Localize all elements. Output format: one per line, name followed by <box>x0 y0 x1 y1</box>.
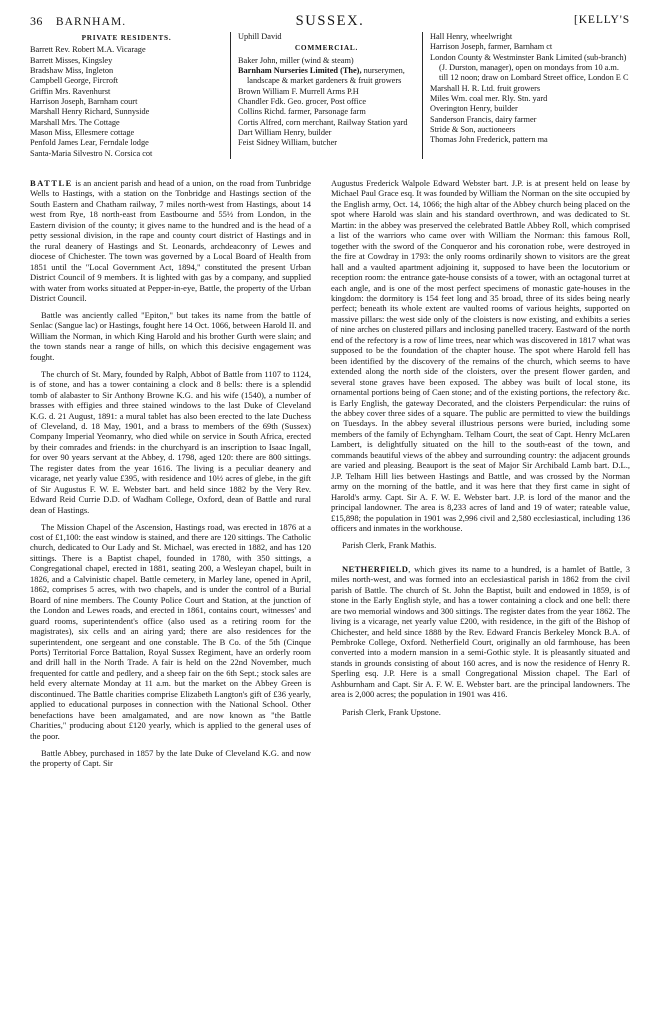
article-body <box>30 178 630 768</box>
page-folio-number: 36 <box>30 14 43 28</box>
directory-column-private-residents <box>30 32 230 159</box>
battle-paragraph-4: The Mission Chapel of the Ascension, Hastings road, was erected in 1876 at a cost of £1,100: the east window is stained, and there are 120 sittings. The Catholic church, dedicated to Our Lady and St. Michael, was erected in 1882, and has 120 sittings. There is a Baptist chapel, founded in 1780, with 350 sittings, a Congregational chapel, erected in 1881, seating 200, a Wesleyan chapel, built in 1826, and a Calvinistic chapel. Battle cemetery, in Marley lane, opened in April, 1862, comprises 5 acres, with two chapels, and is under the control of a Burial Board of nine members. The County Police Court and Station, at the junction of the London and Lewes roads, and erected in 1861, contains court, witnesses' and guard rooms, superintendent's office (also used as a retiring room for the magistrates), six cells and an airing yard; there are also residences for the superintendent, one sergeant and one constable. The B Co. of the 5th (Cinque Ports) Territorial Force Battalion, Royal Sussex Regiment, have an orderly room and drill hall in the North Trade. A fair is held on the 22nd November, much frequented for cattle and pedlery, and a sheep fair on the 6th Sept.; stock sales are held every alternate Monday at 11 a.m. but the market on the Abbey Green is discontinued. The Battle charities comprise Elizabeth Langton's gift of £36 yearly, applied to educational purposes in connection with the National School. Other benefactions have been amalgamated, and are now known as "the Battle Charities," producing about £120 yearly, which is applied to the general uses of the poor. <box>30 521 311 741</box>
netherfield-lead-word: NETHERFIELD <box>342 563 409 574</box>
list-item: Uphill David <box>238 32 282 41</box>
list-item: Overington Henry, builder <box>430 104 518 114</box>
directory-listings <box>30 32 630 159</box>
private-residents-heading: PRIVATE RESIDENTS. <box>81 33 172 42</box>
running-head-place: BARNHAM. <box>55 16 127 28</box>
running-head-publisher: [KELLY'S <box>573 14 630 26</box>
list-item: Marshall H. R. Ltd. fruit growers <box>430 83 541 93</box>
battle-lead-word: BATTLE <box>30 178 73 188</box>
list-item: Feist Sidney William, butcher <box>238 138 338 148</box>
list-item: Brown William F. Murrell Arms P.H <box>238 86 359 96</box>
list-item: London County & Westminster Bank Limited (sub-branch) (J. Durston, manager), open on mondays from 10 a.m. till 12 noon; draw on Lombard Street office, London E C <box>430 52 629 83</box>
list-item: Collins Richd. farmer, Parsonage farm <box>238 107 366 117</box>
list-item: Harrison Joseph, farmer, Barnham ct <box>430 42 553 52</box>
list-item: Chandler Fdk. Geo. grocer, Post office <box>238 97 367 107</box>
list-item: Cortis Alfred, corn merchant, Railway Station yard <box>238 117 408 127</box>
list-item-name: Barnham Nurseries Limited (The), <box>238 66 362 76</box>
commercial-heading: COMMERCIAL. <box>294 43 359 53</box>
battle-paragraph-5: Battle Abbey, purchased in 1857 by the late Duke of Cleveland K.G. and now the property of Capt. Sir <box>30 747 311 769</box>
list-item-barnham-nurseries <box>238 66 415 87</box>
directory-column-commercial-continued <box>422 32 630 159</box>
list-item: Mason Miss, Ellesmere cottage <box>30 128 135 138</box>
list-item: Campbell George, Fircroft <box>30 76 119 86</box>
running-head <box>30 14 630 30</box>
netherfield-paragraph-1-text: , which gives its name to a hundred, is a hamlet of Battle, 3 miles north-west, and was formed into an ecclesiastical parish in 1862 from the civil parish of Battle. The church of St. John the Baptist, built and endowed in 1859, is of stone in the Early English style, and has a tower containing a clock and one bell: there are two memorial windows and 300 sittings. The register dates from the year 1862. The living is a vicarage, net yearly value £200, with residence, in the gift of the Bishop of Chichester, and held since 1888 by the Rev. Edward Francis Berkeley Monck B.A. of Pembroke College, Oxford. Netherfield Court, originally an old farmhouse, has been converted into a modern mansion in a semi-Gothic style. It is pleasantly situated and stands in grounds consisting of about 160 acres, and is now the residence of Henry R. Sperling esq. J.P. Here is a small Congregational Mission chapel. The Earl of Ashburnham and Capt. Sir A. F. W. E. Webster bart. are the principal landowners. The area is 2,000 acres; the population in 1901 was 416. <box>331 563 630 700</box>
running-head-county: SUSSEX. <box>295 13 365 29</box>
directory-column-commercial <box>230 32 422 159</box>
list-item: Santa-Maria Silvestro N. Corsica cot <box>30 148 153 158</box>
list-item: Baker John, miller (wind & steam) <box>238 55 354 65</box>
list-item: Marshall Mrs. The Cottage <box>30 117 120 127</box>
netherfield-paragraph-1 <box>331 564 630 700</box>
battle-paragraph-1-text: is an ancient parish and head of a union, on the road from Tunbridge Wells to Hastings, with a station on the Tonbridge and Hastings section of the South Eastern and Chatham railway, 7 miles north-west from Hastings, about 14 west from Rye, 18 north-east from Eastbourne and 55½ from London, in the Eastern division of the county; it gives name to the hundred and is the head of a petty sessional division, in the rape and county court district of Hastings and in the rural deanery of Hastings and St. Leonards, archdeaconry of Lewes and diocese of Chichester. The town was governed by a Local Board of Health from 1851 until the "Local Government Act, 1894," constituted the present Urban District Council of 9 members. It is lighted with gas by a company, and supplied with water from works situated at Pepper-in-eye, Battle, the property of the Urban District Council. <box>30 178 311 303</box>
battle-paragraph-2: Battle was anciently called "Epiton," but takes its name from the battle of Senlac (Sangue lac) or Hastings, fought here 14 Oct. 1066, between Harold II. and William the Norman, in which King Harold and his brother Gurth were slain; and the town stands near a range of hills, on which this decisive engagement was fought. <box>30 309 311 362</box>
list-item: Marshall Henry Richard, Sunnyside <box>30 107 150 117</box>
list-item: Dart William Henry, builder <box>238 128 332 138</box>
list-item: Penfold James Lear, Ferndale lodge <box>30 138 149 148</box>
list-item: Griffin Mrs. Ravenhurst <box>30 86 111 96</box>
list-item: Hall Henry, wheelwright <box>430 32 513 41</box>
article-column-right <box>320 178 630 768</box>
list-item: Sanderson Francis, dairy farmer <box>430 114 537 124</box>
list-item: Miles Wm. coal mer. Rly. Stn. yard <box>430 94 548 104</box>
list-item: Barrett Rev. Robert M.A. Vicarage <box>30 45 146 55</box>
list-item: Harrison Joseph, Barnham court <box>30 97 138 107</box>
list-item: Bradshaw Miss, Ingleton <box>30 66 114 76</box>
list-item: Barrett Misses, Kingsley <box>30 55 113 65</box>
parish-clerk-battle: Parish Clerk, Frank Mathis. <box>342 540 437 551</box>
list-item: Stride & Son, auctioneers <box>430 125 516 135</box>
battle-paragraph-1 <box>30 178 311 303</box>
list-item: Thomas John Frederick, pattern ma <box>430 135 548 145</box>
battle-paragraph-6: Augustus Frederick Walpole Edward Webster bart. J.P. is at present held on lease by Michael Paul Grace esq. It was founded by William the Norman on the site occupied by the English army, Oct. 14, 1066; the high altar of the Abbey church being placed on the spot where Harold was slain and his standard overthrown, and was dedicated to St. Martin: in the abbey was preserved the celebrated Battle Abbey Roll, which comprised a list of the warriors who came over with William the Norman: this famous Roll, together with the sword of the Conqueror and his coronation robe, were destroyed in the fire at Cowdray in 1793: the only rooms ordinarily shown to visitors are the great hall and a vaulted apartment adjoining it, supposed to have been the locutorium or reception room: the entrance gate-house consists of a tower, with an octagonal turret at each angle, and is one of the most perfect specimens of monastic gate-houses in the kingdom: the dormitory is 154 feet long and 35 broad, three of its sides being nearly perfect; beneath its whole extent are vaulted rooms of various heights, supported on massive pillars: the west side only of the cloisters is now existing, and exhibits a series of nine arches on clustered pillars and inclosing panelled tracery. Eastward of the north end of the refectory is a row of lime trees, near which was discovered in 1817 what was supposed to be the foundation of the chapter house. The spot where Harold fell has been identified by the discovery of the remains of the church, which seems to have extended along the north side of the cloisters, over the present flower garden, and several stone graves have been exposed. The abbey was built of local stone, its ornamental portions being of Caen stone; and of the existing portions, the refectory &c. is Early English, the gateway Decorated, and the cloisters Perpendicular: the ruins of the abbey cover three sides of a square. The public are permitted to view the buildings on Tuesdays. In the abbey several illustrious persons were buried, including some members of the family of Echyngham. Telham Court, the seat of Capt. Henry McLaren Lambert, is delightfully situated on the hill to the south-east of the town, and commands beautiful views of the abbey and surrounding country: the adjacent grounds are varied and pleasing. Beauport is the seat of Major Sir Archibald Lamb bart. D.L., J.P. Telham Hill lies between Hastings and Battle, and was crossed by the Norman army on the morning of the battle, and it was here that they first came in sight of Harold's army. Capt. Sir A. F. W. E. Webster bart. J.P. is lord of the manor and the principal landowner. The area is 8,233 acres of land and 19 of water; rateable value, £15,898; the population in 1901 was 2,996 civil and 2,580 ecclesiastical, including 136 officers and inmates in the workhouse. <box>331 178 630 533</box>
article-column-left <box>30 178 320 768</box>
parish-clerk-netherfield: Parish Clerk, Frank Upstone. <box>342 706 441 717</box>
battle-paragraph-3: The church of St. Mary, founded by Ralph, Abbot of Battle from 1107 to 1124, is of stone, and has a tower containing a clock and 8 bells: there is a splendid tomb of alabaster to Sir Anthony Browne K.G. and his wife (1540), a number of brasses with effigies and three stained windows to the last Duke of Cleveland K.G. d. 21 August, 1891: a mural tablet has also been erected to the late Duchess of Cleveland, d. 18 May, 1901, and a brass to members of the 69th (Sussex) Company Imperial Yeomanry, who died while on service in South Africa, erected by their comrades and friends: in the churchyard is an inscription to Isaac Ingall, for over 90 years servant at the Abbey, d. 1798, aged 120: there are 800 sittings. The register dates from the year 1616. The living is a peculiar deanery and vicarage, net yearly value £395, with residence and 10½ acres of glebe, in the gift of Sir Augustus F. W. E. Webster bart. and held since 1882 by the Very Rev. Edward Reid Currie D.D. of Wadham College, Oxford, dean of Battle and rural dean of Hastings. <box>30 368 311 515</box>
list-item-detail: nurserymen, landscape & market gardeners & fruit growers <box>247 66 405 86</box>
